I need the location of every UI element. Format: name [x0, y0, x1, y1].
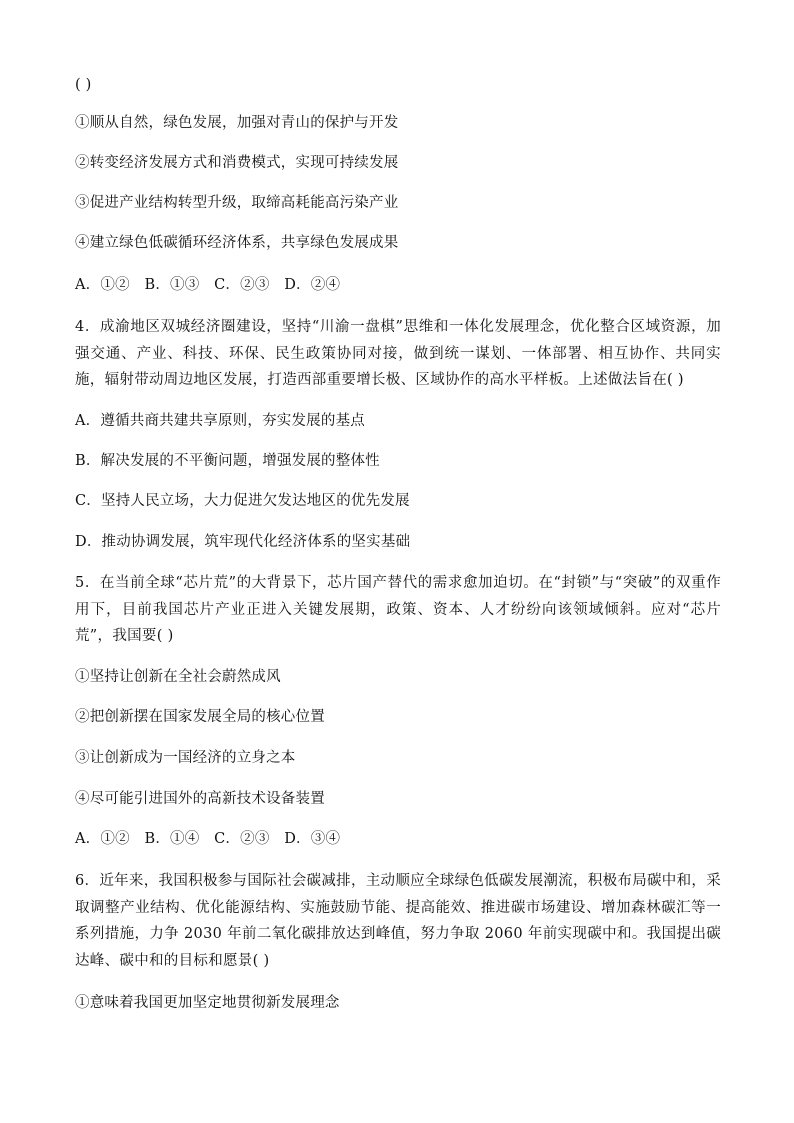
q5-option-4: ④尽可能引进国外的高新技术设备装置	[75, 791, 325, 807]
q5-answer-choices: A．①② B．①④ C．②③ D．③④	[75, 831, 341, 847]
q3-option-3: ③促进产业结构转型升级，取缔高耗能高污染产业	[75, 195, 399, 211]
q4-option-a: A．遵循共商共建共享原则，夯实发展的基点	[75, 413, 365, 429]
q3-option-4: ④建立绿色低碳循环经济体系，共享绿色发展成果	[75, 235, 399, 251]
q4-option-d: D．推动协调发展，筑牢现代化经济体系的坚实基础	[75, 534, 411, 550]
q3-option-2: ②转变经济发展方式和消费模式，实现可持续发展	[75, 155, 399, 171]
q3-stem-tail: ( )	[75, 77, 92, 93]
q4-stem: 4．成渝地区双城经济圈建设，坚持“川渝一盘棋”思维和一体化发展理念，优化整合区域资源，加强交通、产业、科技、环保、民生政策协同对接，做到统一谋划、一体部署、相互协作、共同实施，辐射带动周边地区发展，打造西部重要增长极、区域协作的高水平样板。上述做法旨在( )	[75, 319, 721, 388]
q5-option-2: ②把创新摆在国家发展全局的核心位置	[75, 709, 325, 725]
q6-stem: 6．近年来，我国积极参与国际社会碳减排，主动顺应全球绿色低碳发展潮流，积极布局碳中和，采取调整产业结构、优化能源结构、实施鼓励节能、提高能效、推进碳市场建设、增加森林碳汇等一系列措施，力争 2030 年前二氧化碳排放达到峰值，努力争取 2060 年前实现碳中和。我国提出碳达峰、碳中和的目标和愿景( )	[75, 873, 721, 969]
q3-option-1: ①顺从自然，绿色发展，加强对青山的保护与开发	[75, 115, 399, 131]
q4-option-b: B．解决发展的不平衡问题，增强发展的整体性	[75, 453, 380, 469]
q3-answer-choices: A．①② B．①③ C．②③ D．②④	[75, 277, 341, 293]
q4-option-c: C．坚持人民立场，大力促进欠发达地区的优先发展	[75, 493, 410, 509]
q6-option-1: ①意味着我国更加坚定地贯彻新发展理念	[75, 995, 340, 1011]
q5-option-3: ③让创新成为一国经济的立身之本	[75, 750, 296, 766]
q5-stem: 5．在当前全球“芯片荒”的大背景下，芯片国产替代的需求愈加迫切。在“封锁”与“突破”的双重作用下，目前我国芯片产业正进入关键发展期，政策、资本、人才纷纷向该领域倾斜。应对“芯片荒”，我国要( )	[75, 575, 721, 644]
q5-option-1: ①坚持让创新在全社会蔚然成风	[75, 669, 281, 685]
